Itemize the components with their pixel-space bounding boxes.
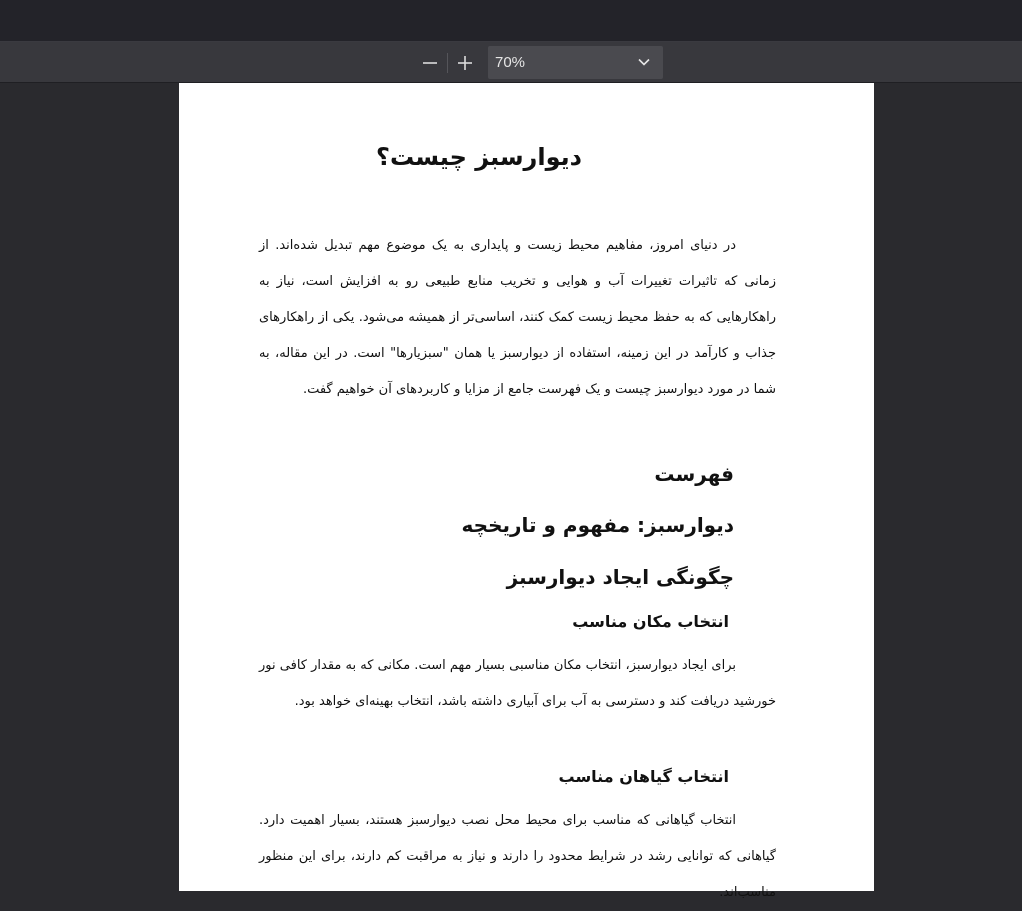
subheading-location: انتخاب مکان مناسب [572,612,729,631]
location-paragraph: برای ایجاد دیوارسبز، انتخاب مکان مناسبی بسیار مهم است. مکانی که به مقدار کافی نور خورشید دریافت کند و دسترسی به آب برای آبیاری داشته باشد، انتخاب بهینه‌ای خواهد بود. [259,658,776,709]
toolbar-divider [447,53,448,73]
chevron-down-icon [637,55,651,69]
window-titlebar [0,0,1022,42]
zoom-level-value: 70% [495,54,526,71]
heading-howto: چگونگی ایجاد دیوارسبز [506,565,734,589]
pdf-toolbar [0,42,1022,83]
subheading-plants: انتخاب گیاهان مناسب [558,767,729,786]
minus-icon [422,55,438,71]
plants-paragraph: انتخاب گیاهانی که مناسب برای محیط محل نصب دیوارسبز هستند، بسیار اهمیت دارد. گیاهانی که توانایی رشد در شرایط محدود را دارند و نیاز به مراقبت کم دارند، برای این منظور مناسب‌اند. [259,813,776,900]
document-page [179,83,874,900]
document-viewer[interactable] [0,83,1022,900]
zoom-in-button[interactable] [450,49,480,76]
heading-toc: فهرست [654,462,734,486]
intro-paragraph: در دنیای امروز، مفاهیم محیط زیست و پایداری به یک موضوع مهم تبدیل شده‌اند. از زمانی که تاثیرات تغییرات آب و هوایی و تخریب منابع طبیعی رو به افزایش است، نیاز به راهکارهایی که به حفظ محیط زیست کمک کنند، اساسی‌تر از همیشه می‌شود. یکی از راهکارهای جذاب و کارآمد در این زمینه، استفاده از دیوارسبز یا همان "سبزیارها" است. در این مقاله، به شما در مورد دیوارسبز چیست و یک فهرست جامع از مزایا و کاربردهای آن خواهیم گفت. [259,238,776,397]
plus-icon [457,55,473,71]
document-title: دیوارسبز چیست؟ [376,143,582,171]
zoom-level-select[interactable] [488,46,663,79]
zoom-out-button[interactable] [415,49,445,76]
heading-concept: دیوارسبز: مفهوم و تاریخچه [461,513,734,537]
